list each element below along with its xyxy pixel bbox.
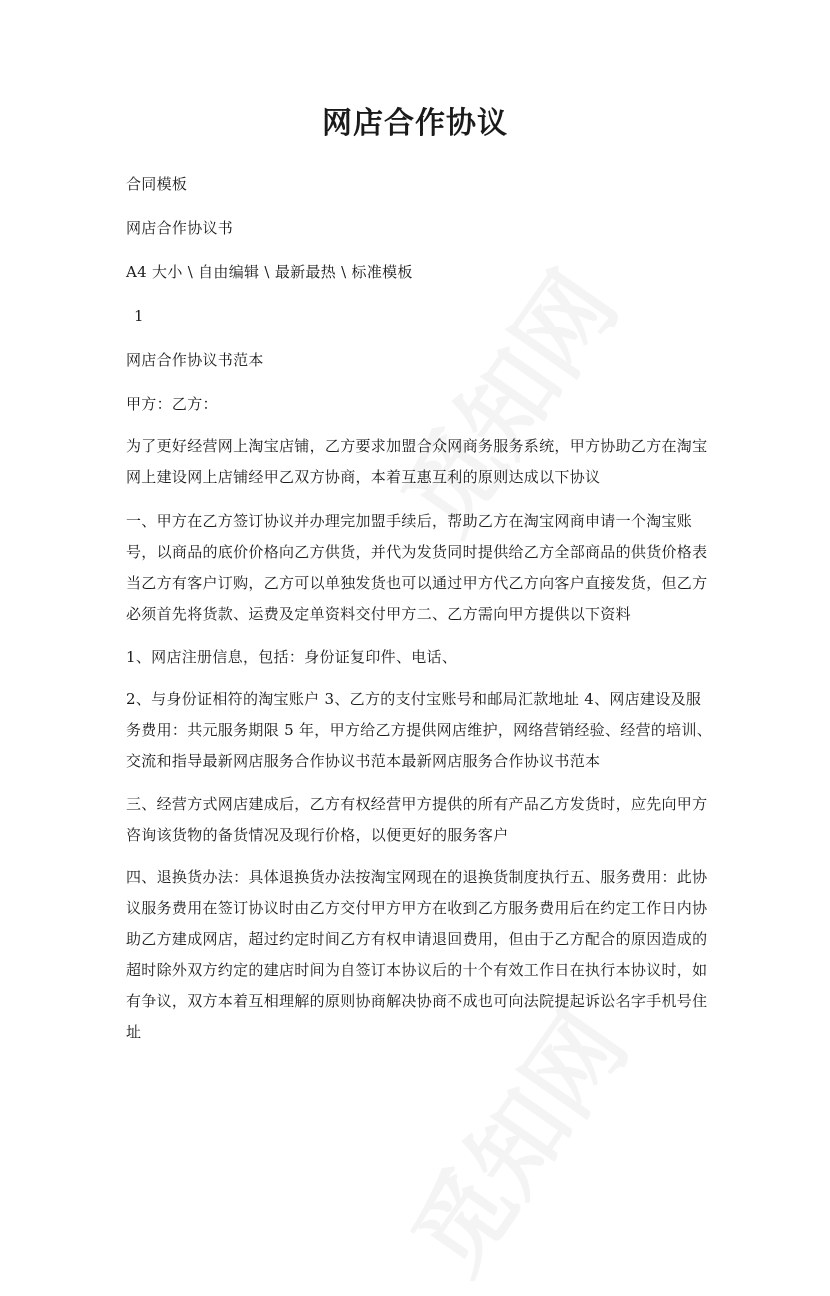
line-sample-title: 网店合作协议书范本 xyxy=(126,351,264,369)
line-number: 1 xyxy=(134,307,144,325)
document-title: 网店合作协议 xyxy=(322,106,508,141)
line-contract-template: 合同模板 xyxy=(126,175,188,193)
line-agreement-book: 网店合作协议书 xyxy=(126,219,234,237)
line-format-info: A4 大小 \ 自由编辑 \ 最新最热 \ 标准模板 xyxy=(126,263,413,281)
paragraph-preamble: 为了更好经营网上淘宝店铺，乙方要求加盟合众网商务服务系统，甲方协助乙方在淘宝网上建设网上店铺经甲乙双方协商，本着互惠互利的原则达成以下协议 xyxy=(126,437,708,486)
paragraph-registration-info: 1、网店注册信息，包括：身份证复印件、电话、 xyxy=(126,648,458,666)
paragraph-account-info: 2、与身份证相符的淘宝账户 3、乙方的支付宝账号和邮局汇款地址 4、网店建设及服务费用：共元服务期限 5 年，甲方给乙方提供网店维护，网络营销经验、经营的培训、交流和指导最新网店服务合作协议书范本最新网店服务合作协议书范本 xyxy=(126,690,713,770)
line-parties: 甲方：乙方： xyxy=(126,395,218,413)
paragraph-clause-3: 三、经营方式网店建成后，乙方有权经营甲方提供的所有产品乙方发货时，应先向甲方咨询该货物的备货情况及现行价格，以便更好的服务客户 xyxy=(126,795,708,844)
paragraph-clause-4: 四、退换货办法：具体退换货办法按淘宝网现在的退换货制度执行五、服务费用：此协议服务费用在签订协议时由乙方交付甲方甲方在收到乙方服务费用后在约定工作日内协助乙方建成网店，超过约定时间乙方有权申请退回费用，但由于乙方配合的原因造成的超时除外双方约定的建店时间为自签订本协议后的十个有效工作日在执行本协议时，如有争议，双方本着互相理解的原则协商解决协商不成也可向法院提起诉讼名字手机号住址 xyxy=(126,868,708,1041)
paragraph-clause-1: 一、甲方在乙方签订协议并办理完加盟手续后，帮助乙方在淘宝网商申请一个淘宝账号，以商品的底价价格向乙方供货，并代为发货同时提供给乙方全部商品的供货价格表当乙方有客户订购，乙方可以单独发货也可以通过甲方代乙方向客户直接发货，但乙方必须首先将货款、运费及定单资料交付甲方二、乙方需向甲方提供以下资料 xyxy=(126,512,708,623)
